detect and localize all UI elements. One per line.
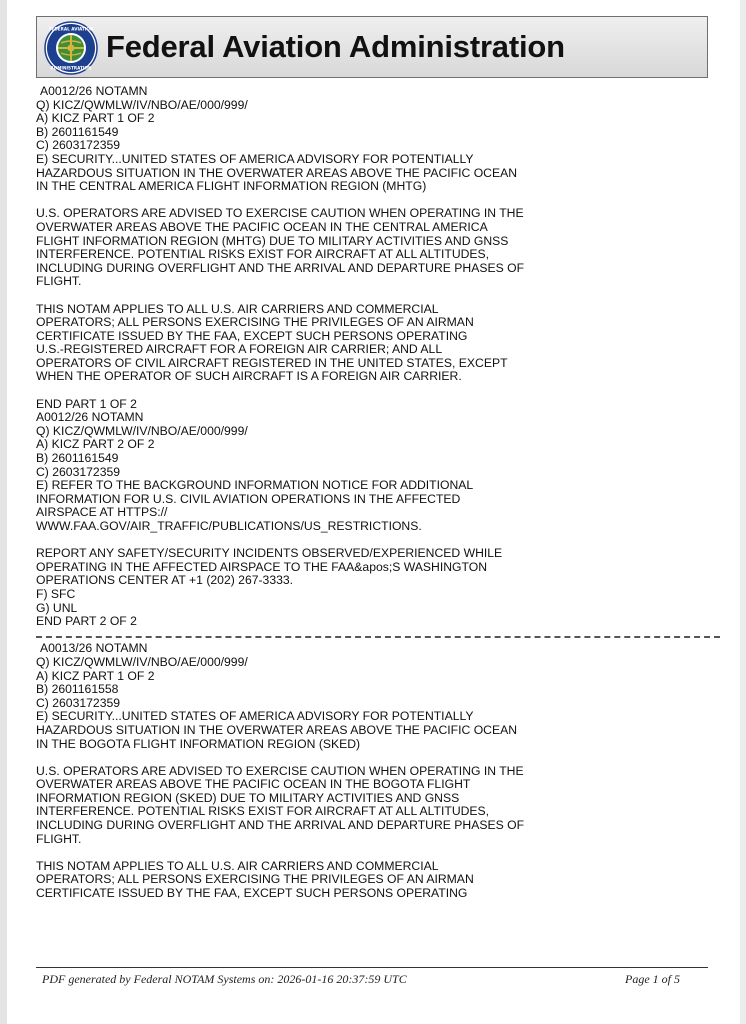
- notam-line: AIRSPACE AT HTTPS://: [36, 505, 168, 520]
- notam-line: U.S. OPERATORS ARE ADVISED TO EXERCISE CAUTION WHEN OPERATING IN THE: [36, 206, 524, 221]
- notam-line: Q) KICZ/QWMLW/IV/NBO/AE/000/999/: [36, 423, 248, 438]
- notam-line: B) 2601161549: [36, 451, 119, 466]
- notam-line: HAZARDOUS SITUATION IN THE OVERWATER AREAS ABOVE THE PACIFIC OCEAN: [36, 722, 518, 737]
- notam-line: OVERWATER AREAS ABOVE THE PACIFIC OCEAN IN THE CENTRAL AMERICA: [36, 219, 488, 234]
- notam-line: OPERATORS; ALL PERSONS EXERCISING THE PRIVILEGES OF AN AIRMAN: [36, 315, 474, 330]
- notam-line: OPERATORS OF CIVIL AIRCRAFT REGISTERED IN THE UNITED STATES, EXCEPT: [36, 355, 508, 370]
- notam-line: A) KICZ PART 1 OF 2: [36, 111, 155, 126]
- blank-line: [36, 384, 696, 398]
- notam-line: OPERATING IN THE AFFECTED AIRSPACE TO THE FAA&apos;S WASHINGTON: [36, 559, 488, 574]
- notam-line: E) SECURITY...UNITED STATES OF AMERICA ADVISORY FOR POTENTIALLY: [36, 709, 474, 724]
- notam-line: END PART 2 OF 2: [36, 614, 137, 629]
- notam-line: WHEN THE OPERATOR OF SUCH AIRCRAFT IS A FOREIGN AIR CARRIER.: [36, 369, 462, 384]
- notam-line: Q) KICZ/QWMLW/IV/NBO/AE/000/999/: [36, 97, 248, 112]
- notam-line: FLIGHT INFORMATION REGION (MHTG) DUE TO MILITARY ACTIVITIES AND GNSS: [36, 233, 509, 248]
- notam-line: REPORT ANY SAFETY/SECURITY INCIDENTS OBSERVED/EXPERIENCED WHILE: [36, 546, 503, 561]
- page-right-edge: [740, 0, 746, 1024]
- notam-separator: [36, 629, 696, 643]
- notam-line: INFORMATION FOR U.S. CIVIL AVIATION OPERATIONS IN THE AFFECTED: [36, 491, 461, 506]
- page-title: Federal Aviation Administration: [106, 29, 565, 64]
- notam-line: A) KICZ PART 2 OF 2: [36, 437, 155, 452]
- notam-line: F) SFC: [36, 586, 76, 601]
- svg-text:ADMINISTRATION: ADMINISTRATION: [50, 65, 92, 71]
- blank-line: [36, 751, 696, 765]
- notam-line: IN THE BOGOTA FLIGHT INFORMATION REGION (SKED): [36, 736, 361, 751]
- blank-line: [36, 846, 696, 860]
- notam-line: THIS NOTAM APPLIES TO ALL U.S. AIR CARRIERS AND COMMERCIAL: [36, 858, 439, 873]
- footer-rule: [36, 967, 708, 968]
- notam-a0013: [36, 642, 696, 900]
- notam-line: THIS NOTAM APPLIES TO ALL U.S. AIR CARRIERS AND COMMERCIAL: [36, 301, 439, 316]
- notam-line: CERTIFICATE ISSUED BY THE FAA, EXCEPT SUCH PERSONS OPERATING: [36, 886, 468, 901]
- notam-line: A0013/26 NOTAMN: [40, 641, 148, 656]
- blank-line: [36, 534, 696, 548]
- notam-line: WWW.FAA.GOV/AIR_TRAFFIC/PUBLICATIONS/US_RESTRICTIONS.: [36, 519, 422, 533]
- notam-line: HAZARDOUS SITUATION IN THE OVERWATER AREAS ABOVE THE PACIFIC OCEAN: [36, 165, 518, 180]
- notam-a0012: [36, 85, 696, 629]
- notam-line: E) SECURITY...UNITED STATES OF AMERICA ADVISORY FOR POTENTIALLY: [36, 151, 474, 166]
- notam-line: A0012/26 NOTAMN: [40, 84, 148, 98]
- notam-line: OPERATIONS CENTER AT +1 (202) 267-3333.: [36, 573, 294, 588]
- document-header: [36, 16, 708, 78]
- notam-line: END PART 1 OF 2: [36, 396, 137, 411]
- notam-line: CERTIFICATE ISSUED BY THE FAA, EXCEPT SUCH PERSONS OPERATING: [36, 328, 468, 343]
- notam-line: INTERFERENCE. POTENTIAL RISKS EXIST FOR AIRCRAFT AT ALL ALTITUDES,: [36, 804, 490, 819]
- notam-line: B) 2601161549: [36, 124, 119, 139]
- notam-line: A) KICZ PART 1 OF 2: [36, 668, 155, 683]
- blank-line: [36, 194, 696, 208]
- notam-line: C) 2603172359: [36, 695, 121, 710]
- page-left-edge: [0, 0, 7, 1024]
- notam-line: OPERATORS; ALL PERSONS EXERCISING THE PRIVILEGES OF AN AIRMAN: [36, 872, 474, 887]
- notam-line: FLIGHT.: [36, 274, 82, 289]
- notam-line: IN THE CENTRAL AMERICA FLIGHT INFORMATION REGION (MHTG): [36, 179, 427, 194]
- faa-seal-icon: [44, 21, 98, 75]
- notam-line: G) UNL: [36, 600, 78, 615]
- notam-line: INFORMATION REGION (SKED) DUE TO MILITARY ACTIVITIES AND GNSS: [36, 790, 460, 805]
- notam-line: C) 2603172359: [36, 138, 121, 153]
- notam-body: [36, 85, 696, 901]
- notam-line: U.S.-REGISTERED AIRCRAFT FOR A FOREIGN AIR CARRIER; AND ALL: [36, 342, 443, 357]
- notam-line: FLIGHT.: [36, 831, 82, 846]
- notam-line: U.S. OPERATORS ARE ADVISED TO EXERCISE CAUTION WHEN OPERATING IN THE: [36, 763, 524, 778]
- notam-line: OVERWATER AREAS ABOVE THE PACIFIC OCEAN IN THE BOGOTA FLIGHT: [36, 777, 471, 792]
- notam-line: INCLUDING DURING OVERFLIGHT AND THE ARRIVAL AND DEPARTURE PHASES OF: [36, 818, 525, 833]
- notam-line: INCLUDING DURING OVERFLIGHT AND THE ARRIVAL AND DEPARTURE PHASES OF: [36, 260, 525, 275]
- footer-page-number: Page 1 of 5: [625, 972, 680, 986]
- footer-generated-text: PDF generated by Federal NOTAM Systems on: 2026-01-16 20:37:59 UTC: [42, 972, 407, 986]
- notam-line: A0012/26 NOTAMN: [36, 410, 144, 425]
- notam-line: INTERFERENCE. POTENTIAL RISKS EXIST FOR AIRCRAFT AT ALL ALTITUDES,: [36, 247, 490, 262]
- notam-line: E) REFER TO THE BACKGROUND INFORMATION NOTICE FOR ADDITIONAL: [36, 478, 474, 493]
- notam-line: B) 2601161558: [36, 682, 119, 697]
- blank-line: [36, 289, 696, 303]
- notam-line: Q) KICZ/QWMLW/IV/NBO/AE/000/999/: [36, 654, 248, 669]
- notam-line: C) 2603172359: [36, 464, 121, 479]
- svg-text:FEDERAL AVIATION: FEDERAL AVIATION: [48, 26, 94, 32]
